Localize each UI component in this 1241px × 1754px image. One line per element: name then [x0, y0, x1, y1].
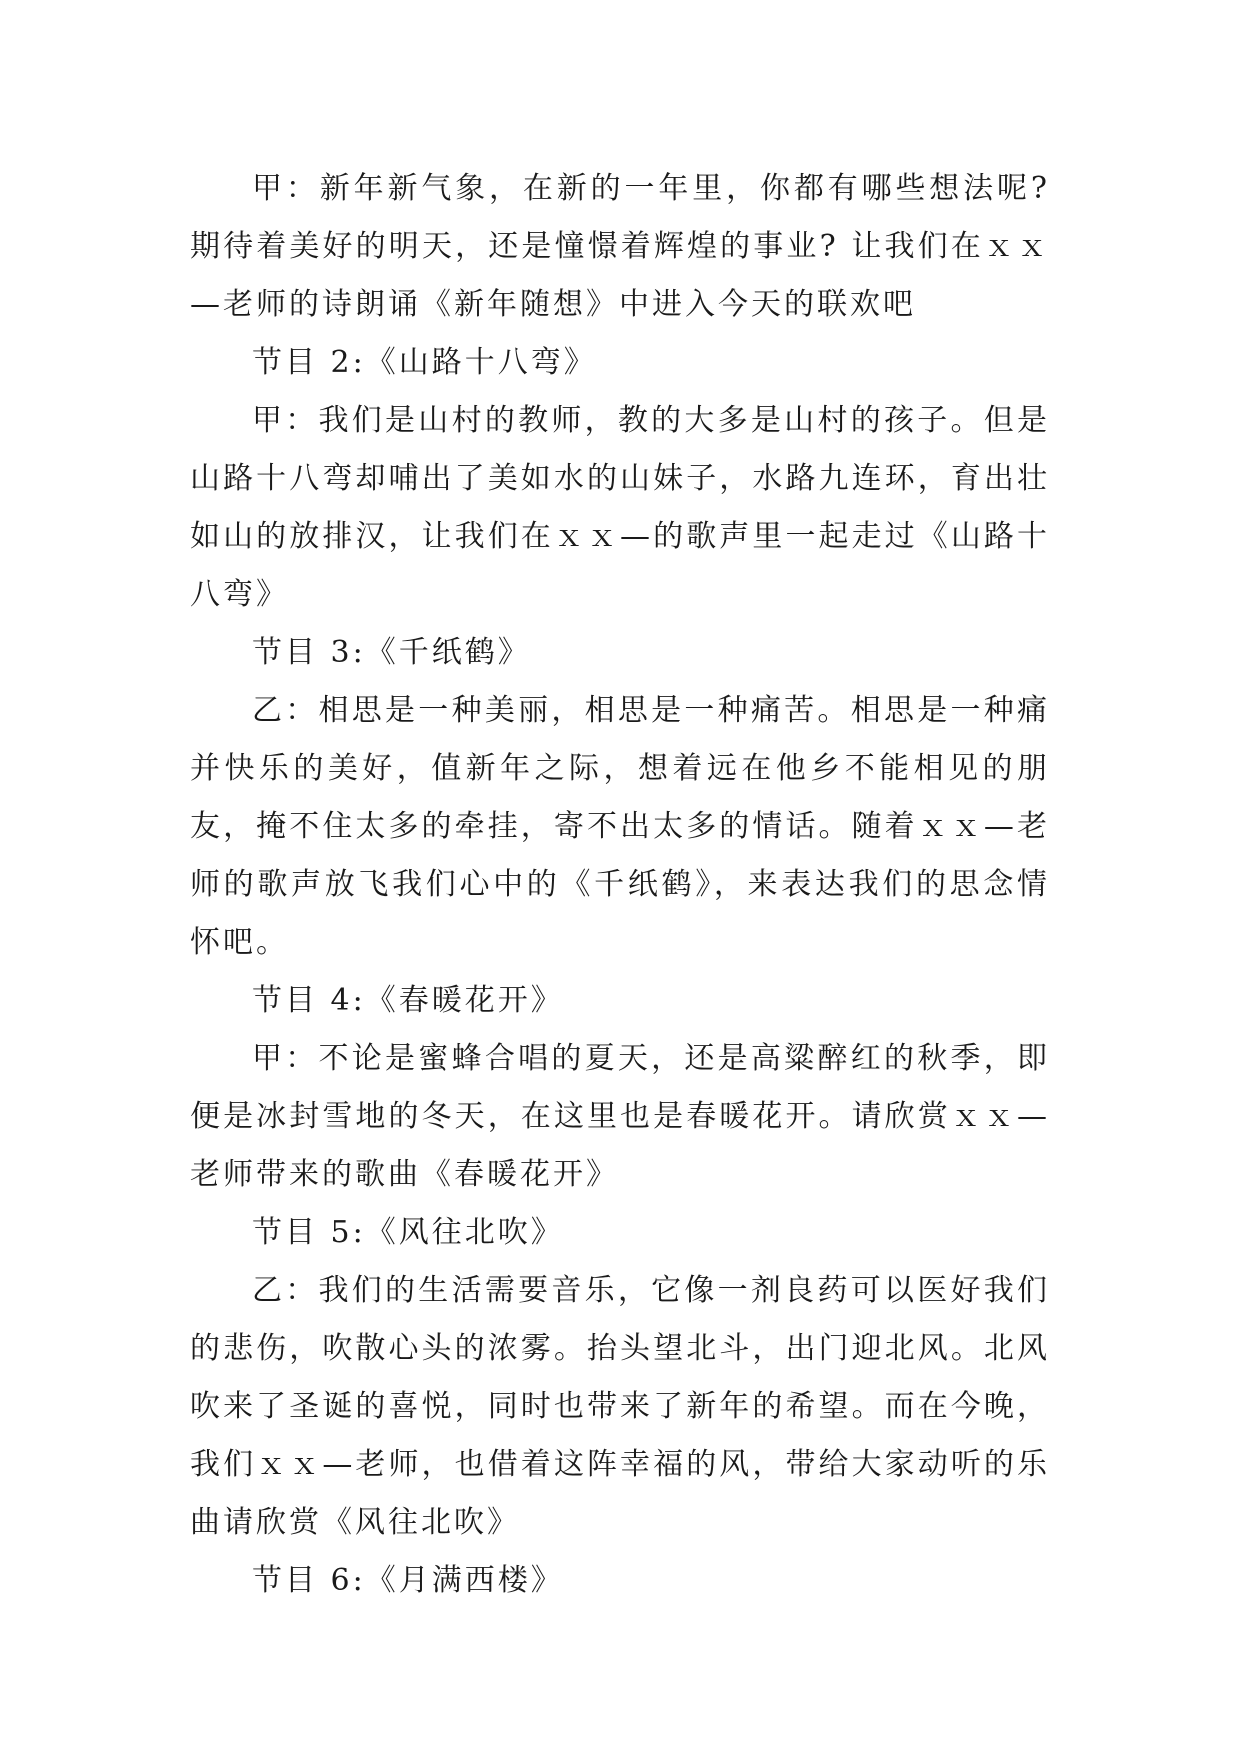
paragraph-host-a-program-4: 甲：不论是蜜蜂合唱的夏天，还是高粱醉红的秋季，即便是冰封雪地的冬天，在这里也是春暖花开。请欣赏ｘｘ—老师带来的歌曲《春暖花开》 [190, 1041, 1050, 1192]
program-heading-5: 节目 5:《风往北吹》 [252, 1215, 564, 1250]
program-heading-6: 节目 6:《月满西楼》 [252, 1563, 564, 1598]
paragraph-host-a-intro: 甲：新年新气象，在新的一年里，你都有哪些想法呢?期待着美好的明天，还是憧憬着辉煌的事业? 让我们在ｘｘ—老师的诗朗诵《新年随想》中进入今天的联欢吧 [190, 171, 1050, 322]
document-body [190, 160, 1050, 1610]
program-heading-4: 节目 4:《春暖花开》 [252, 983, 564, 1018]
paragraph-host-a-program-2: 甲：我们是山村的教师，教的大多是山村的孩子。但是山路十八弯却哺出了美如水的山妹子，水路九连环，育出壮如山的放排汉，让我们在ｘｘ—的歌声里一起走过《山路十八弯》 [190, 403, 1050, 612]
paragraph-host-b-program-3: 乙：相思是一种美丽，相思是一种痛苦。相思是一种痛并快乐的美好，值新年之际，想着远在他乡不能相见的朋友，掩不住太多的牵挂，寄不出太多的情话。随着ｘｘ—老师的歌声放飞我们心中的《千纸鹤》，来表达我们的思念情怀吧。 [190, 693, 1050, 960]
program-heading-2: 节目 2:《山路十八弯》 [252, 345, 597, 380]
program-heading-3: 节目 3:《千纸鹤》 [252, 635, 531, 670]
paragraph-host-b-program-5: 乙：我们的生活需要音乐，它像一剂良药可以医好我们的悲伤，吹散心头的浓雾。抬头望北斗，出门迎北风。北风吹来了圣诞的喜悦，同时也带来了新年的希望。而在今晚，我们ｘｘ—老师，也借着这阵幸福的风，带给大家动听的乐曲请欣赏《风往北吹》 [190, 1273, 1050, 1540]
